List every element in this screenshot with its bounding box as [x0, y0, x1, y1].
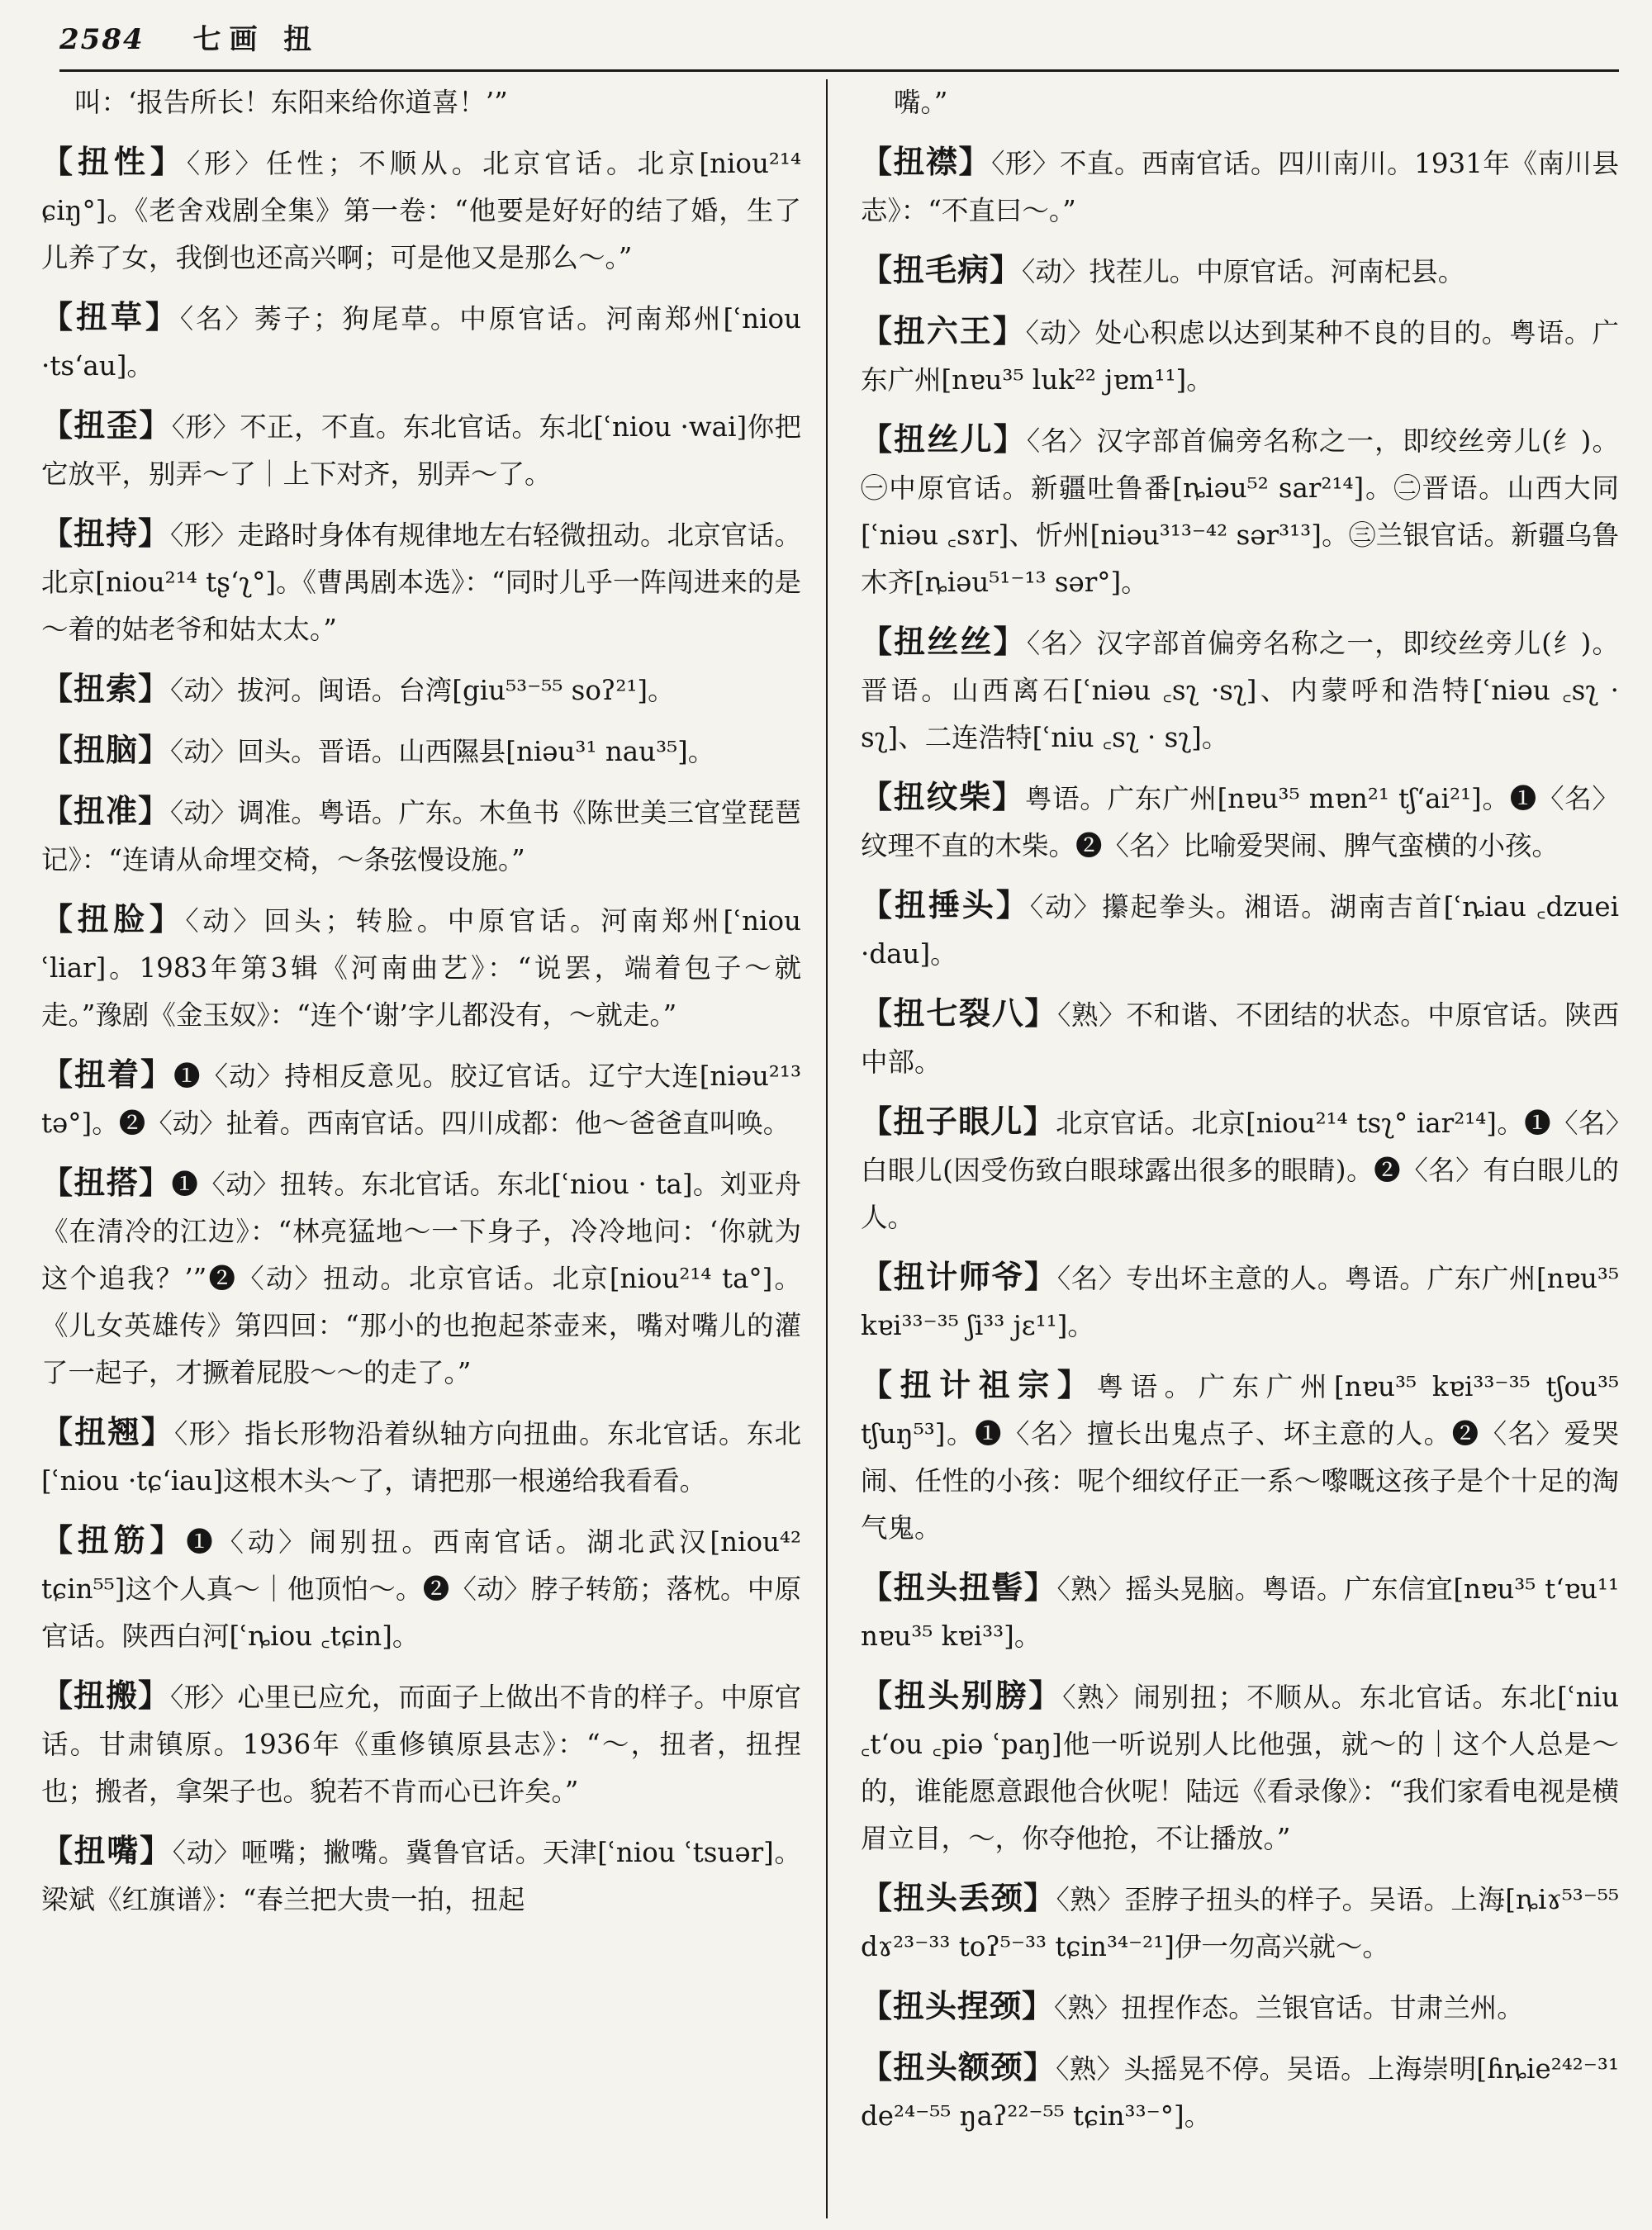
- entry-text: 〈熟〉摇头晃脑。粤语。广东信宜[nɐu³⁵ tʻɐu¹¹ nɐu³⁵ kɐi³³]。: [861, 1573, 1619, 1652]
- entry-headword: 【扭子眼儿】: [861, 1103, 1056, 1140]
- entry-text: 〈熟〉扭捏作态。兰银官话。甘肃兰州。: [1054, 1992, 1524, 2024]
- entry-text: 粤语。广东广州[nɐu³⁵ kɐi³³⁻³⁵ tʃou³⁵ tʃuŋ⁵³]。❶〈名〉擅长出鬼点子、坏主意的人。❷〈名〉爱哭闹、任性的小孩：呢个细纹仔正一系～嚟嘅这孩子是个十足的淘气鬼。: [861, 1371, 1619, 1544]
- dictionary-entry: [41, 1408, 801, 1505]
- dictionary-entry: [41, 787, 801, 884]
- entry-text: 〈动〉回头；转脸。中原官话。河南郑州[ʿniou ʿliar]。1983年第3辑《河南曲艺》：“说罢，端着包子～就走。”豫剧《金玉奴》：“连个‘谢’字儿都没有，～就走。”: [41, 905, 801, 1031]
- dictionary-entry: [41, 401, 801, 498]
- dictionary-entry: [41, 1827, 801, 1924]
- entry-text: 〈熟〉不和谐、不团结的状态。中原官话。陕西中部。: [861, 999, 1619, 1078]
- entry-headword: 【扭毛病】: [861, 251, 1023, 288]
- dictionary-entry: [861, 1563, 1619, 1660]
- dictionary-entry: [861, 1098, 1619, 1241]
- entry-text: 〈名〉莠子；狗尾草。中原官话。河南郑州[ʿniou ·tsʻau]。: [41, 303, 801, 382]
- entry-text: 叫：‘报告所长！东阳来给你道喜！’”: [74, 87, 508, 118]
- dictionary-entry: [861, 1672, 1619, 1862]
- dictionary-entry: [41, 1516, 801, 1660]
- entry-headword: 【扭搭】: [41, 1164, 172, 1201]
- entry-text: 〈熟〉闹别扭；不顺从。东北官话。东北[ʿniu ꜀tʻou ꜀piə ʿpaŋ]他一听说别人比他强，就～的｜这个人总是～的，谁能愿意跟他合伙呢！陆远《看录像》：“我们家看电视是横眉立目，～，你夺他抢，不让播放。”: [861, 1682, 1619, 1854]
- page-number: 2584: [59, 23, 145, 56]
- entry-text: 〈形〉任性；不顺从。北京官话。北京[niou²¹⁴ ɕiŋ°]。《老舍戏剧全集》第一卷：“他要是好好的结了婚，生了儿养了女，我倒也还高兴啊；可是他又是那么～。”: [41, 148, 801, 273]
- entry-headword: 【扭持】: [41, 515, 171, 552]
- entry-headword: 【扭头丢颈】: [861, 1879, 1056, 1916]
- entry-headword: 【扭翘】: [41, 1413, 175, 1450]
- entry-headword: 【扭着】: [41, 1056, 174, 1093]
- dictionary-entry: [861, 773, 1619, 870]
- entry-headword: 【扭丝儿】: [861, 420, 1027, 458]
- entry-headword: 【扭头捏颈】: [861, 1987, 1055, 2024]
- entry-text: 〈形〉指长形物沿着纵轴方向扭曲。东北官话。东北[ʿniou ·tɕʻiau]这根木头～了，请把那一根递给我看看。: [41, 1418, 801, 1497]
- entry-text: 〈形〉不正，不直。东北官话。东北[ʿniou ·wai]你把它放平，别弄～了｜上下对齐，别弄～了。: [41, 411, 801, 490]
- entry-headword: 【扭脑】: [41, 731, 171, 768]
- entry-headword: 【扭嘴】: [41, 1832, 173, 1869]
- dictionary-entry: [861, 989, 1619, 1086]
- entry-headword: 【扭六王】: [861, 312, 1026, 349]
- entry-text: 〈熟〉歪脖子扭头的样子。吴语。上海[ȵiɤ⁵³⁻⁵⁵ dɤ²³⁻³³ toʔ⁵⁻³³ tɕin³⁴⁻²¹]伊一勿高兴就～。: [861, 1884, 1619, 1962]
- dictionary-entry: [41, 1672, 801, 1815]
- entry-headword: 【扭丝丝】: [861, 623, 1027, 660]
- dictionary-entry: [861, 246, 1619, 296]
- dictionary-entry: [41, 665, 801, 714]
- dictionary-entry: [41, 138, 801, 282]
- entry-headword: 【扭计师爷】: [861, 1258, 1057, 1295]
- entry-text: 〈熟〉头摇晃不停。吴语。上海崇明[ɦȵie²⁴²⁻³¹ de²⁴⁻⁵⁵ ŋaʔ²²⁻⁵⁵ tɕin³³⁻°]。: [861, 2053, 1619, 2132]
- section-title: 七画 扭: [192, 23, 320, 56]
- entry-text: 〈动〉处心积虑以达到某种不良的目的。粤语。广东广州[nɐu³⁵ luk²² jɐm¹¹]。: [861, 317, 1619, 396]
- entry-text: 北京官话。北京[niou²¹⁴ tsʅ° iar²¹⁴]。❶〈名〉白眼儿(因受伤致白眼球露出很多的眼睛)。❷〈名〉有白眼儿的人。: [861, 1108, 1619, 1233]
- entry-headword: 【扭准】: [41, 792, 171, 829]
- entry-text: 〈动〉找茬儿。中原官话。河南杞县。: [1022, 256, 1465, 287]
- entry-text: 〈形〉心里已应允，而面子上做出不肯的样子。中原官话。甘肃镇原。1936年《重修镇原县志》：“～，扭者，扭捏也；搬者，拿架子也。貌若不肯而心已许矣。”: [41, 1682, 801, 1807]
- column-divider: [826, 79, 828, 2218]
- page-header: [59, 17, 1612, 63]
- dictionary-entry: [41, 895, 801, 1039]
- dictionary-entry: [861, 1361, 1619, 1552]
- entry-text: 〈动〉攥起拳头。湘语。湖南吉首[ʿȵiau ꜀dzuei ·dau]。: [861, 891, 1619, 970]
- entry-text: 〈动〉调准。粤语。广东。木鱼书《陈世美三官堂琵琶记》：“连请从命埋交椅，～条弦慢设施。”: [41, 797, 801, 875]
- dictionary-entry: [41, 510, 801, 653]
- dictionary-entry: [861, 1874, 1619, 1971]
- entry-headword: 【扭索】: [41, 670, 171, 707]
- entry-text: 嘴。”: [894, 87, 948, 118]
- dictionary-entry: [861, 1982, 1619, 2032]
- dictionary-entry: [41, 1159, 801, 1397]
- entry-text: 粤语。广东广州[nɐu³⁵ mɐn²¹ tʃʻai²¹]。❶〈名〉纹理不直的木柴。❷〈名〉比喻爱哭闹、脾气蛮横的小孩。: [861, 783, 1619, 861]
- dictionary-entry: [861, 1253, 1619, 1350]
- dictionary-entry: [861, 881, 1619, 978]
- entry-text: 〈形〉不直。西南官话。四川南川。1931年《南川县志》：“不直曰～。”: [861, 148, 1619, 226]
- entry-text: 〈动〉咂嘴；撇嘴。冀鲁官话。天津[ʿniou ʿtsuər]。梁斌《红旗谱》：“春兰把大贵一拍，扭起: [41, 1837, 801, 1915]
- dictionary-entry: [41, 1051, 801, 1147]
- entry-text: ❶〈动〉闹别扭。西南官话。湖北武汉[niou⁴² tɕin⁵⁵]这个人真～｜他顶怕～。❷〈动〉脖子转筋；落枕。中原官话。陕西白河[ʿȵiou ꜀tɕin]。: [41, 1526, 801, 1652]
- entry-text: 〈名〉汉字部首偏旁名称之一，即绞丝旁儿(纟)。晋语。山西离石[ʿniəu ꜀sʅ ·sʅ]、内蒙呼和浩特[ʿniəu ꜀sʅ · sʅ]、二连浩特[ʿniu ꜀sʅ · sʅ]。: [861, 628, 1619, 753]
- entry-headword: 【扭性】: [41, 143, 187, 180]
- dictionary-entry: [861, 415, 1619, 606]
- entry-headword: 【扭头别膀】: [861, 1677, 1063, 1714]
- entry-text: ❶〈动〉持相反意见。胶辽官话。辽宁大连[niəu²¹³ tə°]。❷〈动〉扯着。西南官话。四川成都：他～爸爸直叫唤。: [41, 1060, 801, 1139]
- dictionary-entry: [861, 307, 1619, 404]
- entry-headword: 【扭襟】: [861, 143, 992, 180]
- entry-headword: 【扭头额颈】: [861, 2048, 1056, 2085]
- left-column: [41, 79, 801, 2218]
- entry-headword: 【扭头扭髻】: [861, 1568, 1057, 1606]
- entry-headword: 【扭脸】: [41, 900, 186, 937]
- dictionary-entry: [861, 138, 1619, 235]
- entry-text: 〈名〉专出坏主意的人。粤语。广东广州[nɐu³⁵ kɐi³³⁻³⁵ ʃi³³ jɛ¹¹]。: [861, 1263, 1619, 1341]
- entry-text: 〈动〉回头。晋语。山西隰县[niəu³¹ nau³⁵]。: [170, 736, 715, 767]
- dictionary-entry: [41, 293, 801, 390]
- dictionary-entry: [861, 2043, 1619, 2140]
- entry-headword: 【扭捶头】: [861, 886, 1030, 923]
- entry-headword: 【扭歪】: [41, 406, 172, 444]
- entry-continuation: [41, 79, 801, 126]
- entry-headword: 【扭纹柴】: [861, 778, 1025, 815]
- entry-text: 〈形〉走路时身体有规律地左右轻微扭动。北京官话。北京[niou²¹⁴ tʂʻʅ°]。《曹禺剧本选》：“同时儿乎一阵闯进来的是～着的姑老爷和姑太太。”: [41, 520, 801, 645]
- dictionary-entry: [861, 618, 1619, 762]
- entry-continuation: [861, 79, 1619, 126]
- entry-headword: 【扭搬】: [41, 1677, 171, 1714]
- entry-text: 〈名〉汉字部首偏旁名称之一，即绞丝旁儿(纟)。㊀中原官话。新疆吐鲁番[ȵiəu⁵² sar²¹⁴]。㊁晋语。山西大同[ʿniəu ꜀sɤr]、忻州[niəu³¹³⁻⁴² sər³¹³]。㊂兰银官话。新疆乌鲁木齐[ȵiəu⁵¹⁻¹³ sər°]。: [861, 425, 1619, 598]
- right-column: [861, 79, 1619, 2218]
- entry-text: ❶〈动〉扭转。东北官话。东北[ʿniou · ta]。刘亚舟《在清冷的江边》：“林亮猛地～一下身子，冷冷地问：‘你就为这个追我？’”❷〈动〉扭动。北京官话。北京[niou²¹⁴ ta°]。《儿女英雄传》第四回：“那小的也抱起茶壶来，嘴对嘴儿的灌了一起子，才撅着屁股～～的走了。”: [41, 1169, 801, 1388]
- dictionary-entry: [41, 726, 801, 776]
- entry-headword: 【扭计祖宗】: [861, 1366, 1097, 1403]
- entry-headword: 【扭草】: [41, 298, 180, 335]
- entry-headword: 【扭筋】: [41, 1521, 187, 1559]
- entry-headword: 【扭七裂八】: [861, 994, 1058, 1032]
- entry-text: 〈动〉拔河。闽语。台湾[giu⁵³⁻⁵⁵ soʔ²¹]。: [170, 675, 675, 706]
- header-divider: [59, 69, 1619, 72]
